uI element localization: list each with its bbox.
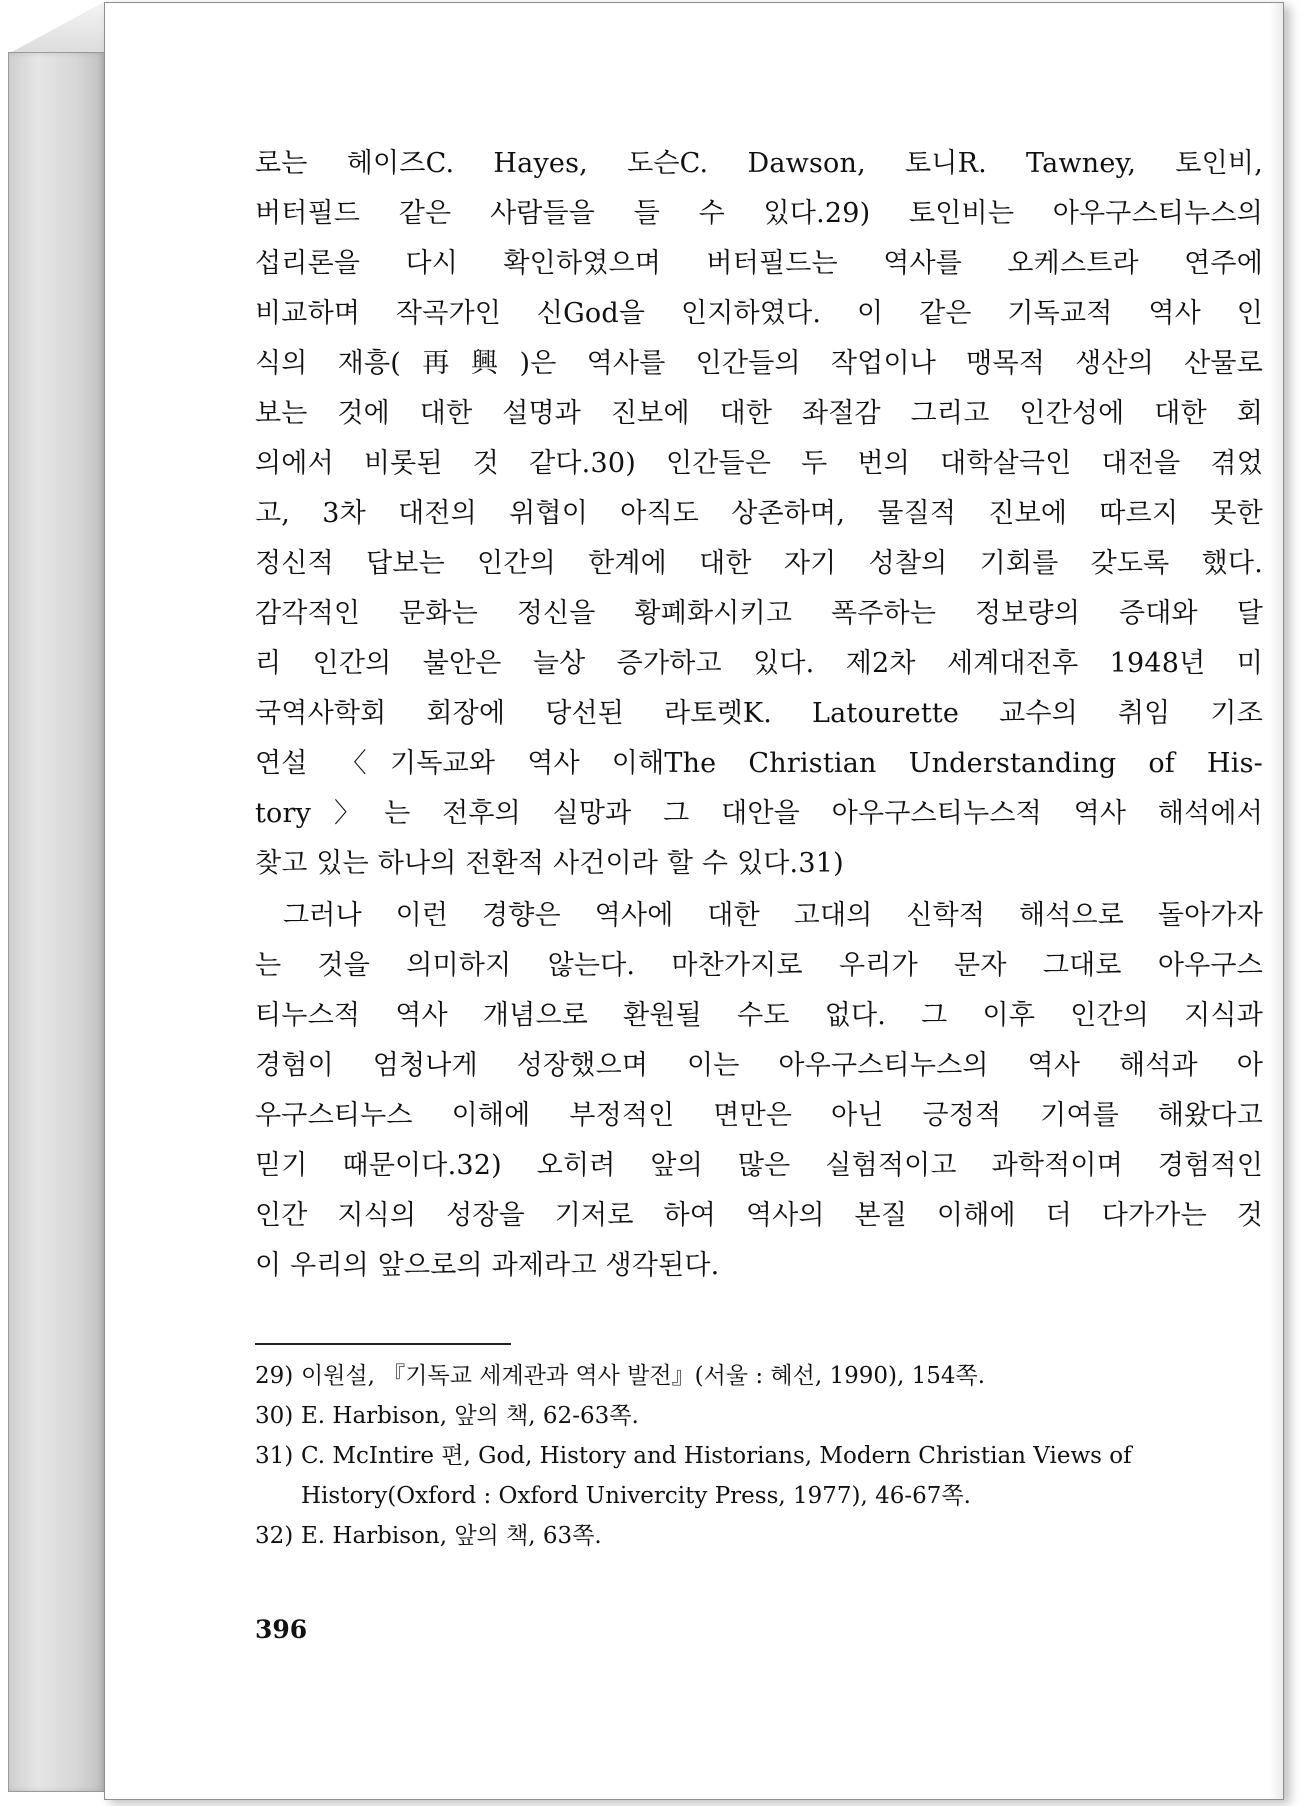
page-number: 396 [255,1615,308,1644]
text-line: 버터필드 같은 사람들을 들 수 있다.29) 토인비는 아우구스티누스의 [255,198,1263,229]
text-line: 이 우리의 앞으로의 과제라고 생각된다. [255,1250,720,1281]
text-line: 의에서 비롯된 것 같다.30) 인간들은 두 번의 대학살극인 대전을 겪었 [255,448,1263,479]
footnotes [255,1356,1263,1556]
book-spine [8,52,106,1792]
footnote-number: 32) [255,1523,294,1549]
text-line: 는 것을 의미하지 않는다. 마찬가지로 우리가 문자 그대로 아우구스 [255,950,1263,981]
footnote-text: C. McIntire 편, God, History and Historians, Modern Christian Views of [301,1443,1132,1469]
text-line: 비교하며 작곡가인 신God을 인지하였다. 이 같은 기독교적 역사 인 [255,298,1263,329]
main-text [255,139,1263,1291]
text-line: 인간 지식의 성장을 기저로 하여 역사의 본질 이해에 더 다가가는 것 [255,1200,1263,1231]
page-edge-shadow [1269,3,1283,1799]
text-line: 보는 것에 대한 설명과 진보에 대한 좌절감 그리고 인간성에 대한 회 [255,398,1263,429]
text-line: 식의 재흥(再興)은 역사를 인간들의 작업이나 맹목적 생산의 산물로 [255,348,1263,379]
footnote-number: 29) [255,1363,294,1389]
book-top-edge [8,2,104,54]
text-line: 고, 3차 대전의 위협이 아직도 상존하며, 물질적 진보에 따르지 못한 [255,498,1263,529]
paragraph-1 [255,139,1263,889]
footnote-item [255,1356,1263,1396]
text-line: 찾고 있는 하나의 전환적 사건이라 할 수 있다.31) [255,848,844,879]
text-line: 우구스티누스 이해에 부정적인 면만은 아닌 긍정적 기여를 해왔다고 [255,1100,1263,1131]
footnote-number: 30) [255,1403,294,1429]
footnote-divider [255,1343,511,1345]
text-line: tory〉는 전후의 실망과 그 대안을 아우구스티누스적 역사 해석에서 [255,798,1263,829]
text-line: 티누스적 역사 개념으로 환원될 수도 없다. 그 이후 인간의 지식과 [255,1000,1263,1031]
footnote-item [255,1396,1263,1436]
text-line: 로는 헤이즈C. Hayes, 도슨C. Dawson, 토니R. Tawney, 토인비, [255,148,1263,179]
book-page [104,2,1284,1800]
footnote-text: E. Harbison, 앞의 책, 63쪽. [301,1523,602,1549]
text-line: 연설 〈기독교와 역사 이해The Christian Understanding of His- [255,748,1263,779]
footnote-text: E. Harbison, 앞의 책, 62-63쪽. [301,1403,639,1429]
text-line: 섭리론을 다시 확인하였으며 버터필드는 역사를 오케스트라 연주에 [255,248,1263,279]
footnote-text: 이원설, 『기독교 세계관과 역사 발전』(서울 : 혜선, 1990), 154쪽. [301,1363,986,1389]
text-line: 믿기 때문이다.32) 오히려 앞의 많은 실험적이고 과학적이며 경험적인 [255,1150,1263,1181]
text-line: 경험이 엄청나게 성장했으며 이는 아우구스티누스의 역사 해석과 아 [255,1050,1263,1081]
footnote-item [255,1436,1263,1476]
text-line: 그러나 이런 경향은 역사에 대한 고대의 신학적 해석으로 돌아가자 [283,900,1263,931]
text-line: 정신적 답보는 인간의 한계에 대한 자기 성찰의 기회를 갖도록 했다. [255,548,1263,579]
footnote-number: 31) [255,1443,294,1469]
text-line: 국역사학회 회장에 당선된 라토렛K. Latourette 교수의 취임 기조 [255,698,1263,729]
footnote-continuation: History(Oxford : Oxford Univercity Press, 1977), 46-67쪽. [301,1483,971,1509]
text-line: 감각적인 문화는 정신을 황폐화시키고 폭주하는 정보량의 증대와 달 [255,598,1263,629]
paragraph-2 [255,891,1263,1291]
footnote-item [255,1516,1263,1556]
text-line: 리 인간의 불안은 늘상 증가하고 있다. 제2차 세계대전후 1948년 미 [255,648,1263,679]
